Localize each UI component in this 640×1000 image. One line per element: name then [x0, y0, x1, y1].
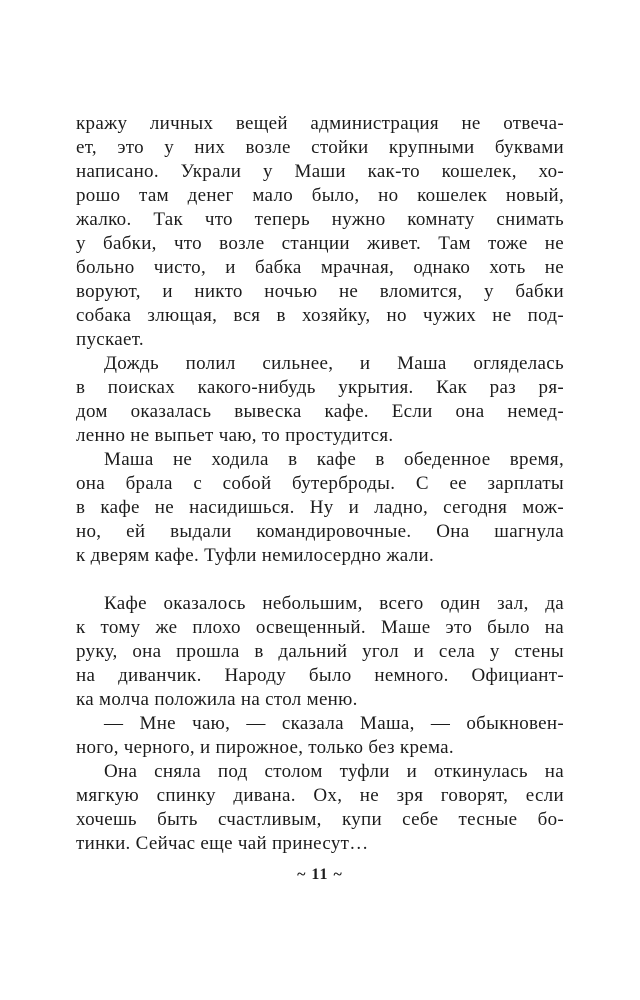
- text-line: жалко. Так что теперь нужно комнату снимать: [76, 209, 564, 230]
- text-line: — Мне чаю, — сказала Маша, — обыкновен-: [104, 713, 564, 734]
- text-line: Дождь полил сильнее, и Маша огляделась: [104, 353, 564, 374]
- text-line: ленно не выпьет чаю, то простудится.: [76, 425, 394, 446]
- text-line: дом оказалась вывеска кафе. Если она немед-: [76, 401, 564, 422]
- paragraph: [76, 352, 564, 448]
- text-line: хочешь быть счастливым, купи себе тесные бо-: [76, 809, 564, 830]
- text-line: на диванчик. Народу было немного. Официант-: [76, 665, 564, 686]
- text-line: Кафе оказалось небольшим, всего один зал, да: [104, 593, 564, 614]
- section-break: [76, 568, 564, 592]
- paragraph: [76, 112, 564, 352]
- text-line: написано. Украли у Маши как-то кошелек, хо-: [76, 161, 564, 182]
- text-line: кражу личных вещей администрация не отвеча-: [76, 113, 564, 134]
- page-number: ~ 11 ~: [297, 866, 343, 883]
- text-line: ет, это у них возле стойки крупными буквами: [76, 137, 564, 158]
- text-line: в поисках какого-нибудь укрытия. Как раз ря-: [76, 377, 564, 398]
- text-line: собака злющая, вся в хозяйку, но чужих не под-: [76, 305, 564, 326]
- text-line: руку, она прошла в дальний угол и села у стены: [76, 641, 564, 662]
- text-line: но, ей выдали командировочные. Она шагнула: [76, 521, 564, 542]
- paragraph: [76, 448, 564, 568]
- text-line: больно чисто, и бабка мрачная, однако хоть не: [76, 257, 564, 278]
- text-line: в кафе не насидишься. Ну и ладно, сегодня мож-: [76, 497, 564, 518]
- text-line: пускает.: [76, 329, 144, 350]
- text-block: [76, 112, 564, 856]
- text-line: рошо там денег мало было, но кошелек новый,: [76, 185, 564, 206]
- paragraph: [76, 760, 564, 856]
- text-line: Она сняла под столом туфли и откинулась на: [104, 761, 564, 782]
- text-line: к тому же плохо освещенный. Маше это было на: [76, 617, 564, 638]
- text-line: тинки. Сейчас еще чай принесут…: [76, 833, 369, 854]
- text-line: ка молча положила на стол меню.: [76, 689, 358, 710]
- text-line: воруют, и никто ночью не вломится, у бабки: [76, 281, 564, 302]
- text-line: мягкую спинку дивана. Ох, не зря говорят, если: [76, 785, 564, 806]
- text-line: Маша не ходила в кафе в обеденное время,: [104, 449, 564, 470]
- paragraph: [76, 712, 564, 760]
- text-line: она брала с собой бутерброды. С ее зарплаты: [76, 473, 564, 494]
- text-line: к дверям кафе. Туфли немилосердно жали.: [76, 545, 435, 566]
- text-line: ного, черного, и пирожное, только без крема.: [76, 737, 454, 758]
- text-line: у бабки, что возле станции живет. Там тоже не: [76, 233, 564, 254]
- paragraph: [76, 592, 564, 712]
